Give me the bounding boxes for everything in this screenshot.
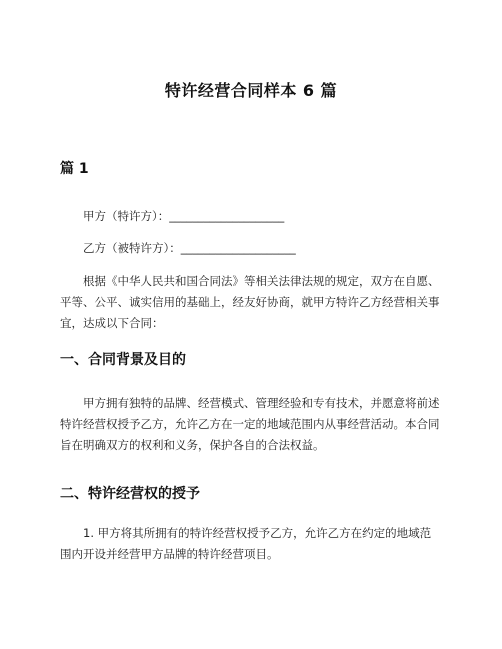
party-b-line: 乙方（被特许方）：____________________: [83, 241, 296, 255]
party-a-line: 甲方（特许方）：____________________: [83, 209, 285, 223]
section-1-body: 甲方拥有独特的品牌、经营模式、管理经验和专有技术，并愿意将前述特许经营权授予乙方，允许乙方在一定的地域范围内从事经营活动。本合同旨在明确双方的权利和义务，保护各自的合法权益。: [60, 396, 440, 452]
chapter-heading: 篇 1: [60, 161, 89, 177]
section-2-heading: 二、特许经营权的授予: [60, 486, 200, 502]
document-title: 特许经营合同样本 6 篇: [164, 81, 338, 100]
section-1-heading: 一、合同背景及目的: [60, 352, 186, 368]
intro-paragraph: 根据《中华人民共和国合同法》等相关法律法规的规定，双方在自愿、平等、公平、诚实信用的基础上，经友好协商，就甲方特许乙方经营相关事宜，达成以下合同：: [60, 274, 440, 330]
section-2-body: 1. 甲方将其所拥有的特许经营权授予乙方，允许乙方在约定的地域范围内开设并经营甲方品牌的特许经营项目。: [60, 526, 432, 561]
